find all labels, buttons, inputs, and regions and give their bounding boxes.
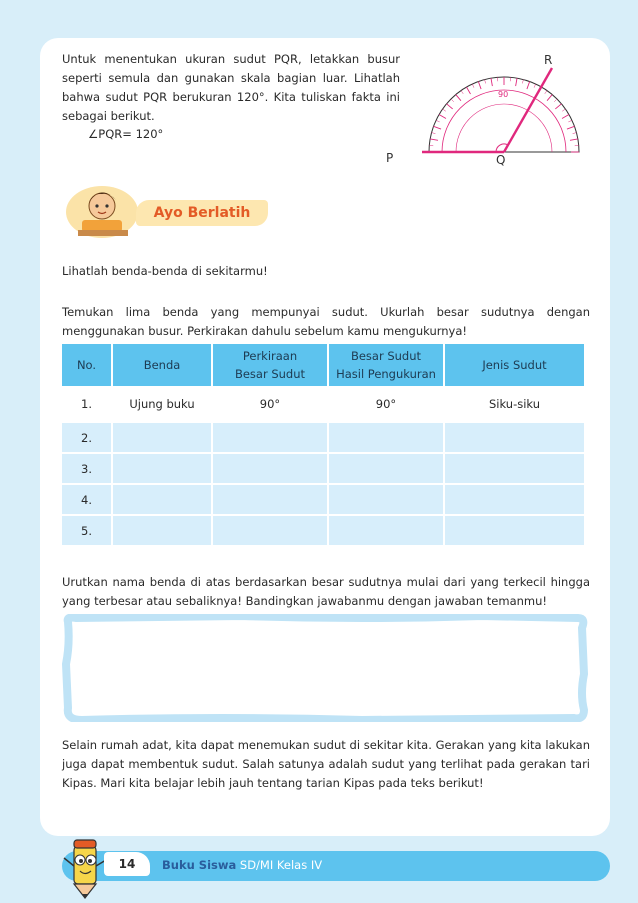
angle-measurement-table [62, 344, 584, 547]
cell-angle-type[interactable] [444, 453, 584, 484]
cell-object[interactable] [112, 422, 212, 453]
header-angle-type: Jenis Sudut [444, 344, 584, 386]
protractor-diagram [384, 40, 604, 170]
desk [78, 230, 128, 236]
cell-estimate[interactable] [212, 515, 328, 546]
angle-fact: ∠PQR= 120° [88, 127, 164, 141]
header-no: No. [62, 344, 112, 386]
cell-estimate[interactable]: 90° [212, 386, 328, 422]
cell-angle-type[interactable] [444, 422, 584, 453]
protractor-outer-arc [429, 77, 579, 152]
footer-book-name: Buku Siswa [162, 858, 237, 872]
answer-box-frame [66, 616, 584, 720]
footer-title [162, 858, 322, 872]
cell-no: 5. [62, 515, 112, 546]
cell-measured[interactable]: 90° [328, 386, 444, 422]
cell-angle-type[interactable] [444, 484, 584, 515]
cell-object[interactable] [112, 515, 212, 546]
cell-measured[interactable] [328, 484, 444, 515]
cell-object[interactable]: Ujung buku [112, 386, 212, 422]
header-measured-label: Besar Sudut Hasil Pengukuran [336, 349, 436, 381]
page-number: 14 [104, 852, 150, 876]
cell-no: 1. [62, 386, 112, 422]
instruction-find-objects: Temukan lima benda yang mempunyai sudut. Ukurlah besar sudutnya dengan menggunakan busur. Perkirakan dahulu sebelum kamu mengukurnya! [62, 305, 590, 338]
label-q: Q [496, 153, 506, 167]
cell-object[interactable] [112, 453, 212, 484]
child-eye-left [95, 204, 98, 207]
table-row [62, 422, 584, 453]
instruction-look-around: Lihatlah benda-benda di sekitarmu! [62, 264, 268, 278]
protractor-scale-number: 90 [498, 90, 509, 99]
label-p: P [386, 151, 394, 165]
cell-estimate[interactable] [212, 422, 328, 453]
header-estimate-label: Perkiraan Besar Sudut [234, 349, 306, 381]
cell-no: 2. [62, 422, 112, 453]
instruction-order-objects: Urutkan nama benda di atas berdasarkan besar sudutnya mulai dari yang terkecil hingga yang terbesar atau sebaliknya! Bandingkan jawabanmu dengan jawaban temanmu! [62, 575, 590, 608]
footer-class-level: SD/MI Kelas IV [239, 858, 323, 872]
cell-measured[interactable] [328, 453, 444, 484]
table-row [62, 453, 584, 484]
label-r: R [544, 53, 553, 67]
table-row [62, 484, 584, 515]
table-row [62, 386, 584, 422]
intro-paragraph: Untuk menentukan ukuran sudut PQR, letakkan busur seperti semula dan gunakan skala bagian luar. Lihatlah bahwa sudut PQR berukuran 120°. Kita tuliskan fakta ini sebagai berikut. [62, 52, 400, 123]
table-header-row [62, 344, 584, 386]
table-row [62, 515, 584, 546]
cell-no: 4. [62, 484, 112, 515]
cell-angle-type[interactable]: Siku-siku [444, 386, 584, 422]
child-eye-right [105, 204, 108, 207]
cell-angle-type[interactable] [444, 515, 584, 546]
cell-estimate[interactable] [212, 453, 328, 484]
cell-measured[interactable] [328, 515, 444, 546]
paragraph-kipas-dance: Selain rumah adat, kita dapat menemukan sudut di sekitar kita. Gerakan yang kita lakukan juga dapat membentuk sudut. Salah satunya adalah sudut yang terlihat pada gerakan tari Kipas. Mari kita belajar lebih jauh tentang tarian Kipas pada teks berikut! [62, 738, 590, 790]
answer-box[interactable] [62, 614, 588, 722]
cell-measured[interactable] [328, 422, 444, 453]
header-estimate [212, 344, 328, 386]
header-measured [328, 344, 444, 386]
cell-no: 3. [62, 453, 112, 484]
section-title: Ayo Berlatih [136, 200, 268, 226]
header-object: Benda [112, 344, 212, 386]
cell-object[interactable] [112, 484, 212, 515]
cell-estimate[interactable] [212, 484, 328, 515]
